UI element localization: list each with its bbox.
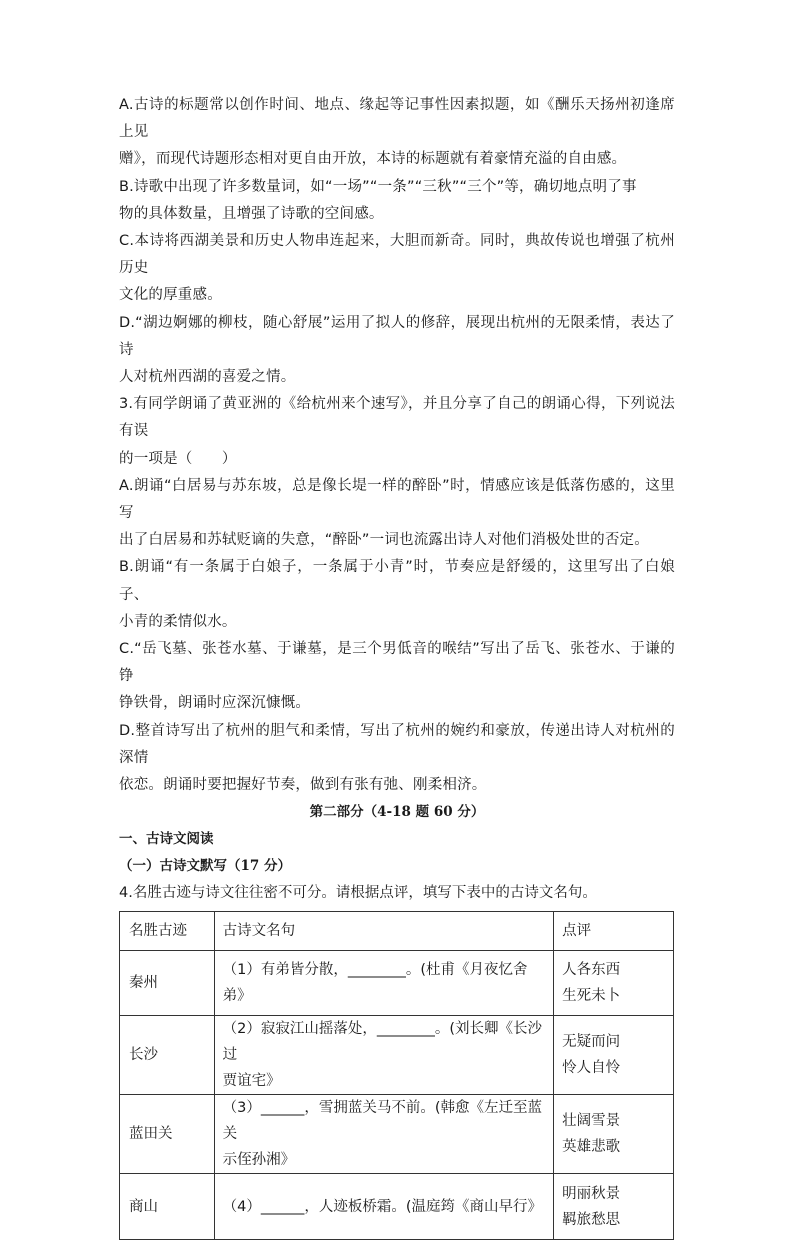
header-place: 名胜古迹 xyxy=(120,912,215,951)
table-header-row xyxy=(120,912,674,951)
verse-line-1: （4）______，人迹板桥霜。(温庭筠《商山早行》 xyxy=(222,1198,543,1215)
option-3c-line-1: C.“岳飞墓、张苍水墓、于谦墓，是三个男低音的喉结”写出了岳飞、张苍水、于谦的铮 xyxy=(119,641,675,685)
table-row xyxy=(120,1174,674,1240)
question-2-options xyxy=(119,92,675,391)
option-3b-line-2: 小青的柔情似水。 xyxy=(119,613,237,630)
option-3a-line-1: A.朗诵“白居易与苏东坡，总是像长堤一样的醉卧”时，情感应该是低落伤感的，这里写 xyxy=(119,477,675,522)
verse-cell xyxy=(214,1174,553,1240)
comment-cell xyxy=(554,1016,674,1095)
comment-line-1: 壮阔雪景 xyxy=(562,1113,621,1130)
option-2c-line-1: C.本诗将西湖美景和历史人物串连起来，大胆而新奇。同时，典故传说也增强了杭州历史 xyxy=(119,233,675,277)
verse-line-2: 示侄孙湘》 xyxy=(222,1152,296,1169)
comment-line-2: 英雄悲歌 xyxy=(562,1139,621,1156)
part-2-title: 第二部分（4-18 题 60 分） xyxy=(309,804,485,821)
option-3a-line-2: 出了白居易和苏轼贬谪的失意，“醉卧”一词也流露出诗人对他们消极处世的否定。 xyxy=(119,532,649,549)
table-row xyxy=(120,1095,674,1174)
comment-line-1: 明丽秋景 xyxy=(562,1185,621,1202)
document-page xyxy=(119,92,675,1240)
comment-line-1: 人各东西 xyxy=(562,962,621,979)
comment-line-2: 生死未卜 xyxy=(562,988,621,1005)
question-3-stem-line-2: 的一项是（ ） xyxy=(119,450,237,467)
verse-cell xyxy=(214,951,553,1016)
option-2b-line-2: 物的具体数量，且增强了诗歌的空间感。 xyxy=(119,205,384,222)
comment-line-2: 羁旅愁思 xyxy=(562,1211,621,1228)
place-cell: 长沙 xyxy=(120,1016,215,1095)
poetry-table xyxy=(119,911,674,1240)
question-3 xyxy=(119,391,675,799)
comment-line-2: 怜人自怜 xyxy=(562,1060,621,1077)
place-cell: 秦州 xyxy=(120,951,215,1016)
question-3-stem-line-1: 3.有同学朗诵了黄亚洲的《给杭州来个速写》，并且分享了自己的朗诵心得，下列说法有误 xyxy=(119,396,675,440)
subsection-heading: （一）古诗文默写（17 分） xyxy=(119,858,291,875)
table-row xyxy=(120,951,674,1016)
verse-line-1: （2）寂寂江山摇落处，________。(刘长卿《长沙过 xyxy=(222,1021,543,1064)
place-cell: 商山 xyxy=(120,1174,215,1240)
question-4-stem: 4.名胜古迹与诗文往往密不可分。请根据点评，填写下表中的古诗文名句。 xyxy=(119,885,597,902)
option-3d-line-2: 依恋。朗诵时要把握好节奏，做到有张有弛、刚柔相济。 xyxy=(119,777,487,794)
header-comment: 点评 xyxy=(554,912,674,951)
verse-cell xyxy=(214,1095,553,1174)
option-3c-line-2: 铮铁骨，朗诵时应深沉慷慨。 xyxy=(119,695,311,712)
option-2d-line-1: D.“湖边婀娜的柳枝，随心舒展”运用了拟人的修辞，展现出杭州的无限柔情，表达了诗 xyxy=(119,314,675,358)
verse-line-1: （1）有弟皆分散，________。(杜甫《月夜忆舍 xyxy=(222,962,528,979)
option-2a-line-1: A.古诗的标题常以创作时间、地点、缘起等记事性因素拟题，如《酬乐天扬州初逢席上见 xyxy=(119,97,675,141)
place-cell: 蓝田关 xyxy=(120,1095,215,1174)
option-2d-line-2: 人对杭州西湖的喜爱之情。 xyxy=(119,369,296,386)
verse-line-1: （3）______，雪拥蓝关马不前。(韩愈《左迁至蓝关 xyxy=(222,1100,543,1143)
verse-cell xyxy=(214,1016,553,1095)
verse-line-2: 弟》 xyxy=(222,988,252,1005)
section-heading: 一、古诗文阅读 xyxy=(119,831,214,848)
table-row xyxy=(120,1016,674,1095)
verse-line-2: 贾谊宅》 xyxy=(222,1073,281,1090)
option-2a-line-2: 赠》，而现代诗题形态相对更自由开放，本诗的标题就有着豪情充溢的自由感。 xyxy=(119,151,627,168)
option-2b-line-1: B.诗歌中出现了许多数量词，如“一场”“一条”“三秋”“三个”等，确切地点明了事 xyxy=(119,178,637,195)
option-3d-line-1: D.整首诗写出了杭州的胆气和柔情，写出了杭州的婉约和豪放，传递出诗人对杭州的深情 xyxy=(119,722,675,766)
comment-cell xyxy=(554,951,674,1016)
header-verse: 古诗文名句 xyxy=(214,912,553,951)
option-3b-line-1: B.朗诵“有一条属于白娘子，一条属于小青”时，节奏应是舒缓的，这里写出了白娘子、 xyxy=(119,559,675,603)
option-2c-line-2: 文化的厚重感。 xyxy=(119,287,222,304)
comment-cell xyxy=(554,1174,674,1240)
comment-cell xyxy=(554,1095,674,1174)
comment-line-1: 无疑而问 xyxy=(562,1034,621,1051)
